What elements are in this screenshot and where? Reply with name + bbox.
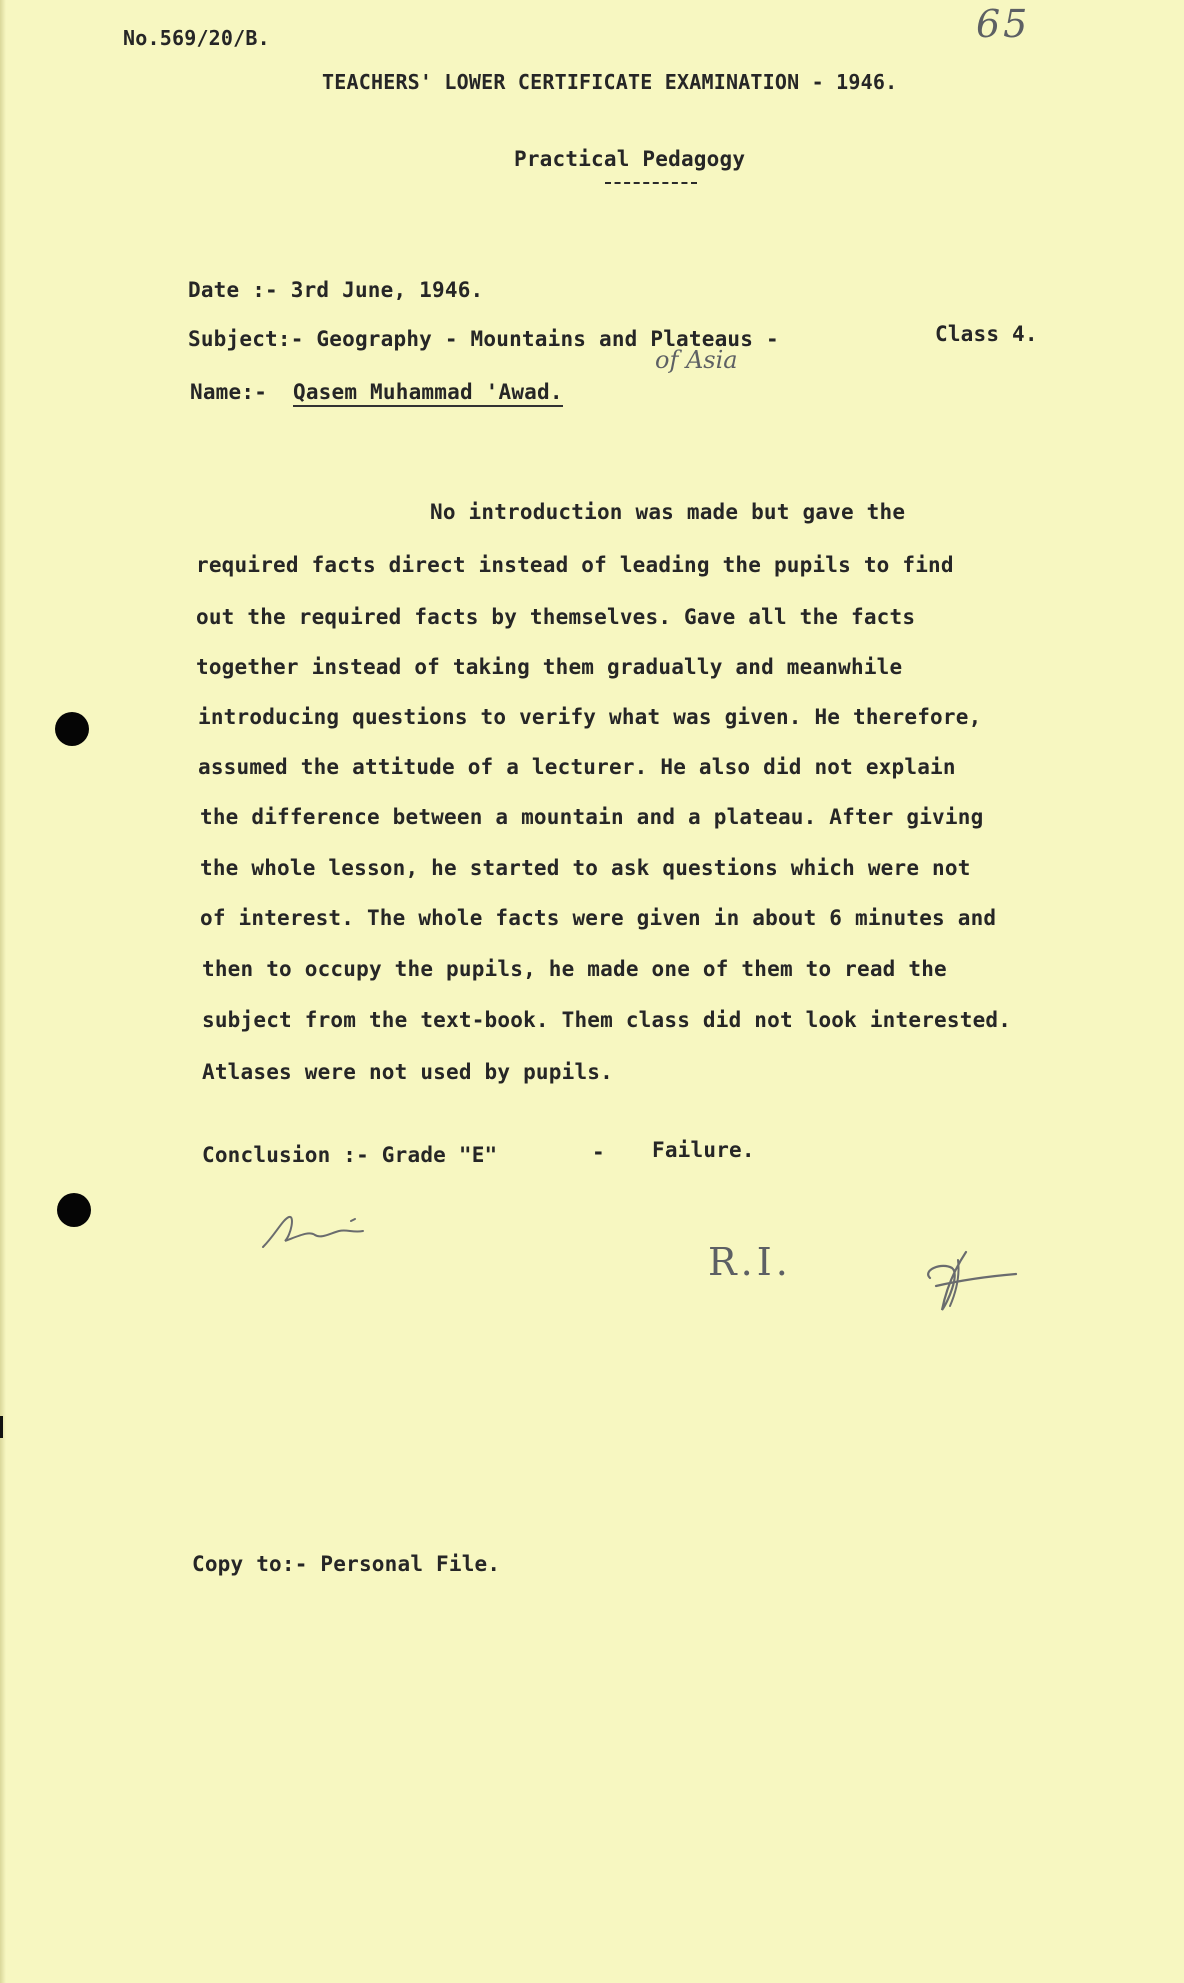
subject-line: Subject:- Geography - Mountains and Plateaus - <box>188 327 779 351</box>
body-line: out the required facts by themselves. Gave all the facts <box>196 605 916 629</box>
subtitle-rule <box>605 182 697 184</box>
body-line: Atlases were not used by pupils. <box>202 1060 613 1084</box>
handwritten-insert: of Asia <box>655 346 738 374</box>
copy-to-line: Copy to:- Personal File. <box>192 1552 501 1576</box>
binding-mark <box>0 1416 3 1438</box>
body-line: No introduction was made but gave the <box>430 500 906 524</box>
body-line: together instead of taking them gradually and meanwhile <box>196 655 903 679</box>
punch-hole-top <box>55 712 89 746</box>
signature-right <box>912 1240 1032 1320</box>
body-line: of interest. The whole facts were given in about 6 minutes and <box>200 906 997 930</box>
reference-number: No.569/20/B. <box>123 26 270 50</box>
document-title: TEACHERS' LOWER CERTIFICATE EXAMINATION - 1946. <box>322 70 898 94</box>
handwritten-page-number: 65 <box>976 2 1031 46</box>
body-line: introducing questions to verify what was given. He therefore, <box>198 705 982 729</box>
initials-middle: R.I. <box>708 1240 792 1284</box>
conclusion-dash: - <box>592 1140 605 1164</box>
body-line: the difference between a mountain and a plateau. After giving <box>200 805 984 829</box>
document-subtitle: Practical Pedagogy <box>514 147 746 171</box>
body-line: subject from the text-book. Them class did not look interested. <box>202 1008 1012 1032</box>
body-line: then to occupy the pupils, he made one of them to read the <box>202 957 947 981</box>
body-line: assumed the attitude of a lecturer. He also did not explain <box>198 755 956 779</box>
punch-hole-bottom <box>57 1193 91 1227</box>
page-edge <box>0 0 6 1983</box>
candidate-name: Qasem Muhammad 'Awad. <box>293 380 563 407</box>
class-label: Class 4. <box>935 322 1038 346</box>
date-line: Date :- 3rd June, 1946. <box>188 278 484 302</box>
name-label: Name:- <box>190 380 268 404</box>
conclusion-value: Failure. <box>652 1138 755 1162</box>
body-line: required facts direct instead of leading the pupils to find <box>196 553 954 577</box>
signature-left <box>255 1205 385 1255</box>
body-line: the whole lesson, he started to ask questions which were not <box>200 856 971 880</box>
conclusion-label: Conclusion :- Grade "E" <box>202 1143 498 1167</box>
